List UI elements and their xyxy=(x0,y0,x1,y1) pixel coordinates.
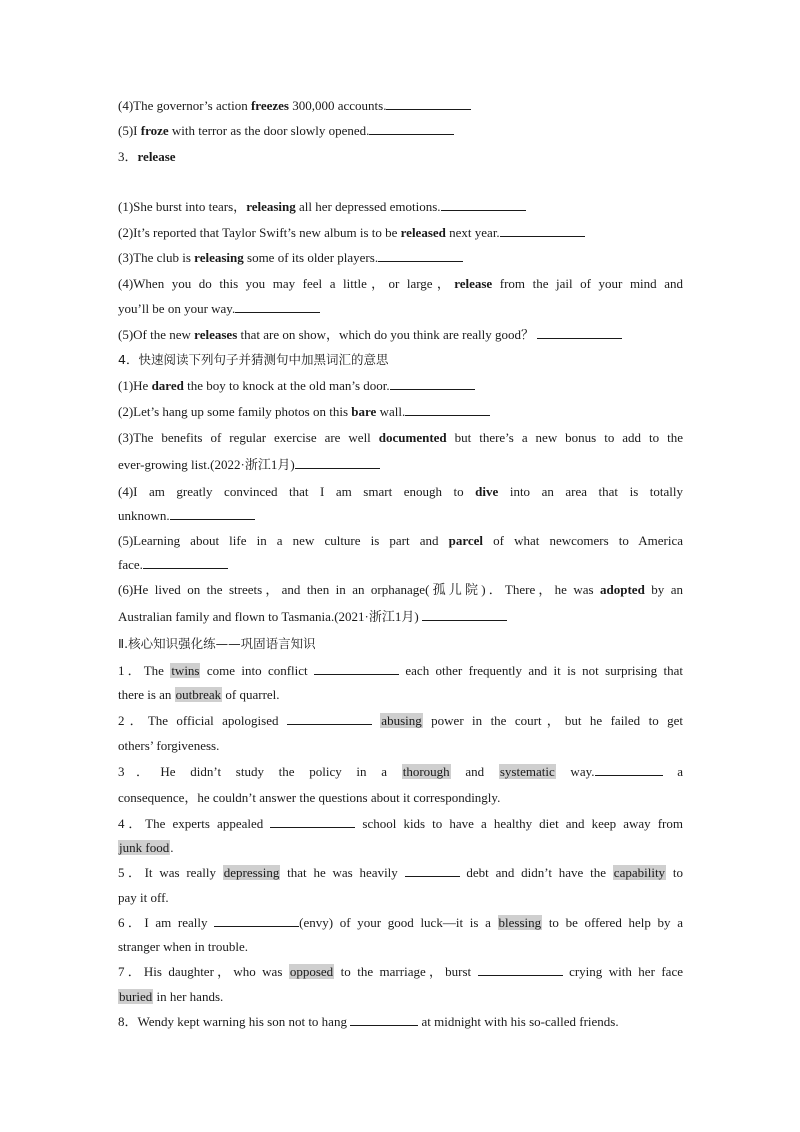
highlighted-word: twins xyxy=(171,663,200,678)
text-segment: face. xyxy=(118,557,143,572)
answer-blank[interactable] xyxy=(441,198,526,211)
text-line-l35 xyxy=(118,988,683,1006)
text-segment: (2)It’s reported that Taylor Swift’s new album is to be xyxy=(118,225,401,240)
text-segment: (4)I am greatly convinced that I am smart enough to xyxy=(118,484,476,499)
text-line-l27 xyxy=(118,789,683,807)
text-line-l4 xyxy=(118,198,683,216)
text-line-l30 xyxy=(118,864,683,882)
text-line-l11 xyxy=(118,377,683,395)
text-segment: (5)I xyxy=(118,123,141,138)
answer-blank[interactable] xyxy=(500,224,585,237)
answer-blank[interactable] xyxy=(478,963,563,976)
text-segment: stranger when in trouble. xyxy=(118,939,248,954)
text-line-l24 xyxy=(118,712,683,730)
text-segment: 4．The experts appealed xyxy=(118,816,271,831)
answer-blank[interactable] xyxy=(170,507,255,520)
text-line-l29 xyxy=(118,839,683,857)
text-segment: into an area that is totally xyxy=(498,484,683,499)
text-segment: there is an xyxy=(118,687,175,702)
text-segment: next year. xyxy=(445,225,500,240)
keyword-bold: adopted xyxy=(600,582,645,597)
answer-blank[interactable] xyxy=(378,249,463,262)
text-line-l5 xyxy=(118,224,683,242)
answer-blank[interactable] xyxy=(537,326,622,339)
answer-blank[interactable] xyxy=(369,122,454,135)
text-segment: Australian family and flown to Tasmania.(2021·浙江1月) xyxy=(118,609,422,624)
answer-blank[interactable] xyxy=(235,300,320,313)
text-segment: crying with her face xyxy=(562,964,683,979)
text-segment: a xyxy=(662,764,683,779)
keyword-bold: documented xyxy=(378,430,447,445)
text-segment: 8．Wendy kept warning his son not to hang xyxy=(118,1014,351,1029)
text-segment: by an xyxy=(644,582,683,597)
text-segment: unknown. xyxy=(118,508,170,523)
text-segment: 300,000 accounts. xyxy=(288,98,387,113)
text-segment: you’ll be on your way. xyxy=(118,301,236,316)
text-line-l7 xyxy=(118,275,683,293)
text-segment: pay it off. xyxy=(118,890,169,905)
text-line-l18 xyxy=(118,556,683,574)
answer-blank[interactable] xyxy=(314,662,399,675)
text-segment: (4)When you do this you may feel a little，or large， xyxy=(118,276,455,291)
answer-blank[interactable] xyxy=(422,608,507,621)
text-line-l28 xyxy=(118,815,683,833)
text-segment: wall. xyxy=(376,404,406,419)
text-line-l16 xyxy=(118,507,683,525)
keyword-bold: releasing xyxy=(194,250,244,265)
keyword-bold: release xyxy=(137,149,176,164)
answer-blank[interactable] xyxy=(405,864,460,877)
text-line-l20 xyxy=(118,608,683,626)
text-segment: to the marriage，burst xyxy=(334,964,478,979)
text-segment: all her depressed emotions. xyxy=(295,199,441,214)
keyword-bold: releasing xyxy=(246,199,296,214)
text-segment: (envy) of your good luck—it is a xyxy=(299,915,498,930)
text-segment: 3． xyxy=(118,149,138,164)
highlighted-word: outbreak xyxy=(175,687,222,702)
answer-blank[interactable] xyxy=(287,712,372,725)
text-line-l33 xyxy=(118,938,683,956)
text-line-l22 xyxy=(118,662,683,680)
text-line-l32 xyxy=(118,914,683,932)
text-line-l14 xyxy=(118,456,683,474)
keyword-bold: dive xyxy=(475,484,499,499)
highlighted-word: buried xyxy=(119,989,153,1004)
text-segment: in her hands. xyxy=(153,989,224,1004)
text-segment: the boy to knock at the old man’s door. xyxy=(183,378,390,393)
highlighted-word: junk food xyxy=(119,840,170,855)
text-segment: with terror as the door slowly opened. xyxy=(168,123,370,138)
keyword-bold: releases xyxy=(194,327,238,342)
highlighted-word: capability xyxy=(613,865,666,880)
text-line-l31 xyxy=(118,889,683,907)
keyword-bold: released xyxy=(400,225,446,240)
answer-blank[interactable] xyxy=(270,815,355,828)
text-segment: 5．It was really xyxy=(118,865,223,880)
text-segment: (1)She burst into tears， xyxy=(118,199,247,214)
highlighted-word: depressing xyxy=(223,865,280,880)
text-line-l34 xyxy=(118,963,683,981)
text-line-l10 xyxy=(118,351,683,369)
text-line-l6 xyxy=(118,249,683,267)
text-segment: at midnight with his so-called friends. xyxy=(418,1014,619,1029)
text-segment: (3)The benefits of regular exercise are well xyxy=(118,430,379,445)
text-segment: school kids to have a healthy diet and keep away from xyxy=(355,816,683,831)
text-segment: (2)Let’s hang up some family photos on this xyxy=(118,404,352,419)
text-segment: debt and didn’t have the xyxy=(459,865,613,880)
text-segment: of quarrel. xyxy=(222,687,280,702)
highlighted-word: opposed xyxy=(289,964,334,979)
highlighted-word: abusing xyxy=(381,713,422,728)
text-segment: that are on show，which do you think are really good？ xyxy=(237,327,538,342)
answer-blank[interactable] xyxy=(386,97,471,110)
text-line-l36 xyxy=(118,1013,683,1031)
text-segment: . xyxy=(170,840,174,855)
text-segment: power in the court，but he failed to get xyxy=(422,713,683,728)
text-line-l1 xyxy=(118,97,683,115)
text-line-l15 xyxy=(118,483,683,501)
highlighted-word: systematic xyxy=(499,764,555,779)
text-segment: others’ forgiveness. xyxy=(118,738,220,753)
text-segment: (4)The governor’s action xyxy=(118,98,251,113)
text-segment: that he was heavily xyxy=(280,865,405,880)
text-segment: each other frequently and it is not surprising that xyxy=(399,663,683,678)
text-line-l9 xyxy=(118,326,683,344)
answer-blank[interactable] xyxy=(295,456,380,469)
answer-blank[interactable] xyxy=(390,377,475,390)
keyword-bold: bare xyxy=(351,404,377,419)
text-segment: (5)Of the new xyxy=(118,327,195,342)
text-line-l12 xyxy=(118,403,683,421)
text-line-l25 xyxy=(118,737,683,755)
text-segment: 6．I am really xyxy=(118,915,215,930)
text-line-l19 xyxy=(118,581,683,599)
keyword-bold: parcel xyxy=(448,533,484,548)
text-segment: (1)He xyxy=(118,378,152,393)
keyword-bold: dared xyxy=(151,378,184,393)
text-segment: of what newcomers to America xyxy=(483,533,683,548)
text-segment: come into conflict xyxy=(200,663,315,678)
text-line-l2 xyxy=(118,122,683,140)
text-segment: consequence，he couldn’t answer the questions about it correspondingly. xyxy=(118,790,501,805)
answer-blank[interactable] xyxy=(595,763,663,776)
keyword-bold: release xyxy=(454,276,493,291)
text-segment: (3)The club is xyxy=(118,250,195,265)
text-line-l17 xyxy=(118,532,683,550)
highlighted-word: thorough xyxy=(402,764,450,779)
text-segment: way. xyxy=(555,764,595,779)
keyword-bold: freezes xyxy=(250,98,289,113)
answer-blank[interactable] xyxy=(350,1013,418,1026)
text-line-l21 xyxy=(118,635,683,653)
text-segment: to be offered help by a xyxy=(542,915,683,930)
keyword-bold: froze xyxy=(140,123,169,138)
text-segment: some of its older players. xyxy=(243,250,379,265)
text-segment: 3．He didn’t study the policy in a xyxy=(118,764,402,779)
text-segment: ever-growing list.(2022·浙江1月) xyxy=(118,457,295,472)
text-segment: 7．His daughter，who was xyxy=(118,964,289,979)
text-segment: 4．快速阅读下列句子并猜测句中加黑词汇的意思 xyxy=(118,352,389,367)
highlighted-word: blessing xyxy=(498,915,542,930)
text-segment: from the jail of your mind and xyxy=(492,276,683,291)
text-segment: and xyxy=(450,764,499,779)
text-segment: 2．The official apologised xyxy=(118,713,287,728)
answer-blank[interactable] xyxy=(214,914,299,927)
text-line-l13 xyxy=(118,429,683,447)
text-line-l23 xyxy=(118,686,683,704)
answer-blank[interactable] xyxy=(143,556,228,569)
text-segment: 1．The xyxy=(118,663,171,678)
text-line-l26 xyxy=(118,763,683,781)
text-segment: (5)Learning about life in a new culture is part and xyxy=(118,533,449,548)
text-line-l3 xyxy=(118,148,683,166)
text-segment: to xyxy=(666,865,683,880)
text-segment: but there’s a new bonus to add to the xyxy=(446,430,683,445)
text-line-l8 xyxy=(118,300,683,318)
answer-blank[interactable] xyxy=(405,403,490,416)
text-segment: (6)He lived on the streets，and then in an orphanage(孤儿院)．There，he was xyxy=(118,582,601,597)
text-segment: Ⅱ.核心知识强化练——巩固语言知识 xyxy=(118,636,316,651)
